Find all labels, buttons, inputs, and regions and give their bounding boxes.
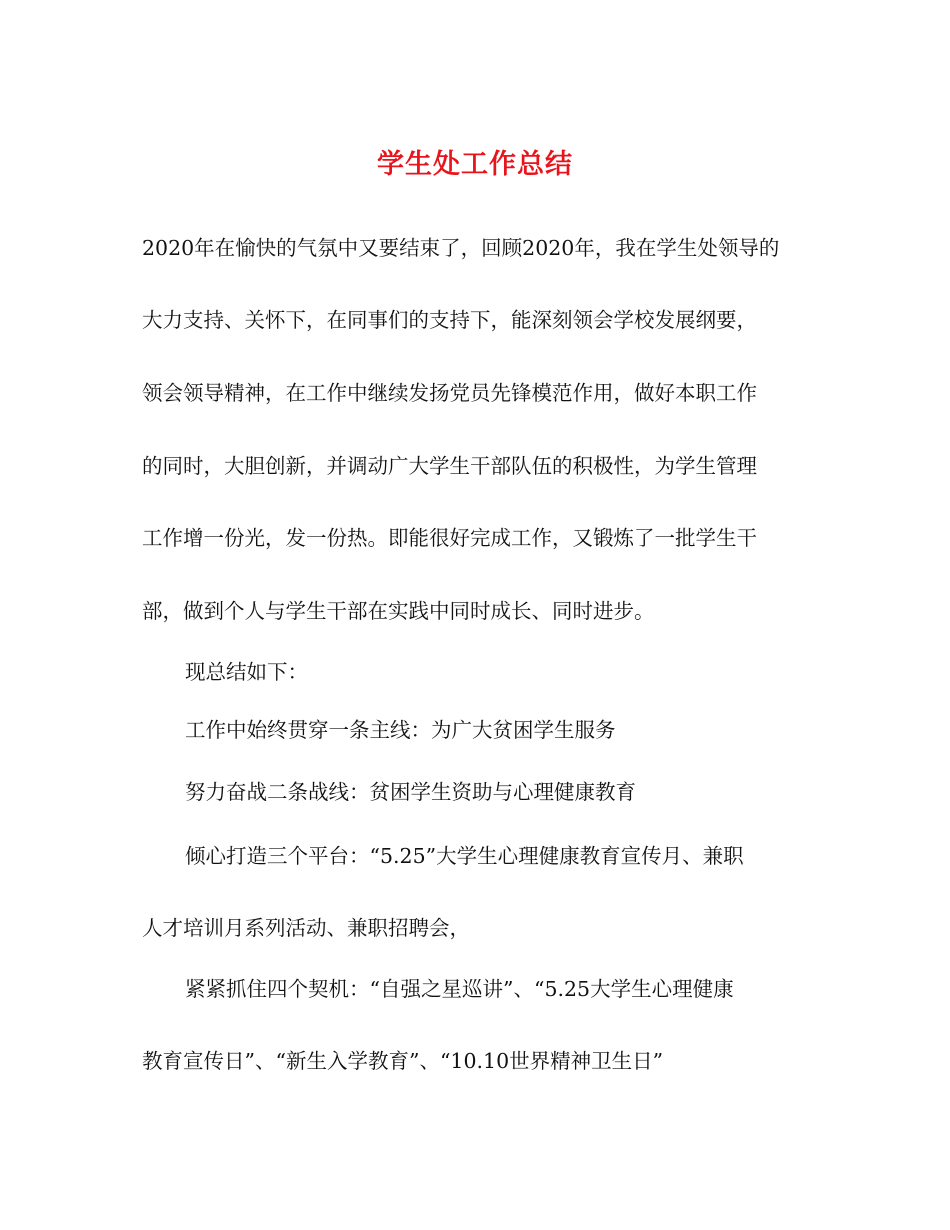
body-line-2: 大力支持、关怀下，在同事们的支持下，能深刻领会学校发展纲要， xyxy=(142,308,757,332)
summary-intro: 现总结如下： xyxy=(185,660,308,684)
body-line-4: 的同时，大胆创新，并调动广大学生干部队伍的积极性，为学生管理 xyxy=(142,454,757,478)
summary-item-3: 倾心打造三个平台：“5.25”大学生心理健康教育宣传月、兼职 xyxy=(185,844,744,868)
body-line-6: 部，做到个人与学生干部在实践中同时成长、同时进步。 xyxy=(142,599,655,623)
summary-item-2: 努力奋战二条战线：贫困学生资助与心理健康教育 xyxy=(185,780,636,804)
body-line-3: 领会领导精神，在工作中继续发扬党员先锋模范作用，做好本职工作 xyxy=(142,381,757,405)
summary-item-1: 工作中始终贯穿一条主线：为广大贫困学生服务 xyxy=(185,718,616,742)
body-line-1: 2020年在愉快的气氛中又要结束了，回顾2020年，我在学生处领导的 xyxy=(142,236,780,260)
summary-item-4-cont: 教育宣传日”、“新生入学教育”、“10.10世界精神卫生日” xyxy=(142,1049,664,1073)
body-line-5: 工作增一份光，发一份热。即能很好完成工作，又锻炼了一批学生干 xyxy=(142,526,757,550)
summary-item-4: 紧紧抓住四个契机：“自强之星巡讲”、“5.25大学生心理健康 xyxy=(185,977,734,1001)
document-title: 学生处工作总结 xyxy=(377,149,573,180)
summary-item-3-cont: 人才培训月系列活动、兼职招聘会， xyxy=(142,916,470,940)
